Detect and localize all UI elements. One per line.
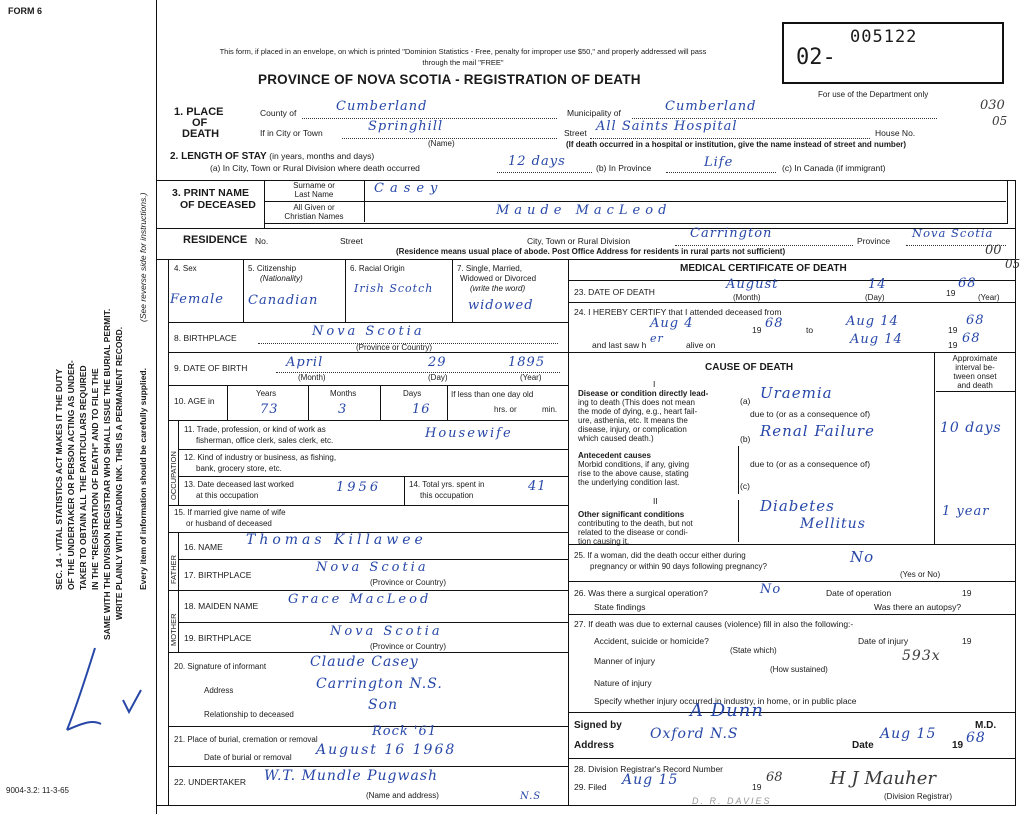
house-no-label: House No. — [875, 128, 916, 138]
birthplace-sub: (Province or Country) — [356, 343, 433, 352]
undertaker-label: 22. UNDERTAKER — [174, 777, 246, 787]
last-saw-label: and last saw h — [592, 340, 647, 350]
age-years-label: Years — [256, 389, 277, 398]
place-label-2: OF — [192, 117, 208, 129]
alive-year-prefix: 19 — [948, 340, 958, 350]
cause-of-death-header: CAUSE OF DEATH — [705, 362, 794, 373]
mother-birthplace-value: Nova Scotia — [330, 624, 443, 639]
state-which-label: (State which) — [730, 646, 777, 655]
other-label-2: contributing to the death, but not — [578, 519, 693, 528]
marital-label-1: 7. Single, Married, — [457, 264, 522, 273]
citizenship-label: 5. Citizenship — [248, 264, 297, 273]
trade-label-1: 11. Trade, profession, or kind of work as — [184, 425, 326, 434]
informant-address-label: Address — [204, 686, 234, 695]
spouse-label-2: or husband of deceased — [186, 519, 272, 528]
certify-from-year-prefix: 19 — [752, 325, 762, 335]
accident-label: Accident, suicide or homicide? — [594, 636, 709, 646]
stay-a-value: 12 days — [508, 154, 566, 169]
other-condition-value-2: Mellitus — [800, 516, 866, 532]
medical-header: MEDICAL CERTIFICATE OF DEATH — [680, 263, 847, 274]
residence-note: (Residence means usual place of abode. Post Office Address for residents in rural parts not sufficient) — [396, 247, 786, 256]
city-value: Springhill — [368, 119, 444, 134]
certify-to-year-prefix: 19 — [948, 325, 958, 335]
signed-by-value: A Dunn — [690, 700, 764, 721]
registrar-stamp: D. R. DAVIES — [692, 796, 772, 806]
stay-label: 2. LENGTH OF STAY (in years, months and days) — [170, 151, 375, 162]
citizenship-value: Canadian — [248, 293, 319, 308]
side-text-6: WRITE PLAINLY WITH UNFADING INK. THIS IS A PERMANENT RECORD. — [114, 326, 124, 620]
due-to-2: due to (or as a consequence of) — [750, 459, 871, 469]
other-label-4: tion causing it. — [578, 537, 630, 546]
injury-date-label: Date of injury — [858, 636, 909, 646]
antecedent-label-2: Morbid conditions, if any, giving — [578, 460, 690, 469]
age-less-day-label: If less than one day old — [451, 390, 534, 399]
certify-from-date: Aug 4 — [650, 316, 694, 331]
cause-a-label: (a) — [740, 396, 751, 406]
form-code: 9004-3.2: 11-3-65 — [6, 786, 70, 795]
residence-no-label: No. — [255, 236, 269, 246]
municipality-label: Municipality of — [567, 108, 621, 118]
death-date-label: 23. DATE OF DEATH — [574, 287, 655, 297]
manner-label: Manner of injury — [594, 656, 655, 666]
immediate-label-4: ure, asthenia, etc. It means the — [578, 416, 688, 425]
name-label-2: OF DECEASED — [180, 199, 256, 211]
surname-label-2: Last Name — [294, 190, 334, 199]
dob-label: 9. DATE OF BIRTH — [174, 363, 248, 373]
dept-code-2: 05 — [992, 114, 1008, 128]
autopsy-label: Was there an autopsy? — [874, 602, 962, 612]
other-label-3: related to the disease or condi- — [578, 528, 688, 537]
burial-date-label: Date of burial or removal — [204, 753, 292, 762]
age-years-value: 73 — [260, 402, 279, 417]
alive-date: Aug 14 — [850, 332, 903, 347]
trade-value: Housewife — [425, 426, 513, 441]
mother-maiden-value: Grace MacLeod — [288, 592, 432, 607]
residence-street-label: Street — [340, 236, 363, 246]
part-1-label: I — [653, 379, 656, 389]
antecedent-label-1: Antecedent causes — [578, 451, 651, 460]
interval-label-2: interval be- — [955, 363, 995, 372]
sex-value: Female — [170, 292, 224, 307]
dept-code-1: 030 — [980, 98, 1005, 113]
given-label-1: All Given or — [293, 203, 335, 212]
total-years-label-1: 14. Total yrs. spent in — [409, 480, 485, 489]
age-days-label: Days — [403, 389, 422, 398]
side-text-2: OF THE UNDERTAKER OR PERSON ACTING AS UNDER- — [66, 360, 76, 590]
immediate-label-2: ing to death (This does not mean — [578, 398, 695, 407]
antecedent-label-4: the underlying condition last. — [578, 478, 680, 487]
q29-label: 29. Filed — [574, 782, 607, 792]
age-months-value: 3 — [338, 402, 348, 417]
q25-label-2: pregnancy or within 90 days following pregnancy? — [590, 562, 767, 571]
other-label-1: Other significant conditions — [578, 510, 685, 519]
how-sustained-label: (How sustained) — [770, 665, 828, 674]
residence-province-value: Nova Scotia — [912, 226, 994, 240]
mother-maiden-label: 18. MAIDEN NAME — [184, 601, 259, 611]
dob-day: 29 — [428, 355, 447, 370]
informant-sig-label: 20. Signature of informant — [174, 662, 267, 671]
manner-value: 593x — [902, 648, 941, 664]
father-name-value: Thomas Killawee — [246, 532, 427, 548]
other-condition-interval: 1 year — [942, 504, 990, 519]
dob-year: 1895 — [508, 355, 546, 370]
spouse-label-1: 15. If married give name of wife — [174, 508, 286, 517]
interval-label-1: Approximate — [952, 354, 998, 363]
mailing-notice: This form, if placed in an envelope, on which is printed "Dominion Statistics - Free, penalty for improper use $50," and properly addressed will pass through the mail "FREE" — [219, 47, 707, 67]
signed-by-label: Signed by — [574, 720, 622, 731]
surname-label-1: Surname or — [293, 181, 335, 190]
filed-year-prefix: 19 — [752, 782, 762, 792]
residence-city-value: Carrington — [690, 226, 773, 241]
given-label-2: Christian Names — [284, 212, 344, 221]
side-text-3: TAKER TO OBTAIN ALL THE PARTICULARS REQUIRED — [78, 365, 88, 590]
industry-label-2: bank, grocery store, etc. — [196, 464, 282, 473]
side-text-instructions: (See reverse side for instructions.) — [138, 192, 148, 322]
burial-place-value: Rock '61 — [372, 724, 438, 739]
certify-label: 24. I HEREBY CERTIFY that I attended deceased from — [574, 307, 782, 317]
injury-year-prefix: 19 — [962, 636, 972, 646]
certifier-address-value: Oxford N.S — [650, 726, 739, 742]
father-birthplace-sub: (Province or Country) — [370, 578, 447, 587]
place-label-3: DEATH — [182, 128, 220, 140]
undertaker-value-2: N.S — [520, 791, 542, 802]
stay-b-value: Life — [704, 155, 734, 170]
registration-number: 005122 — [850, 27, 918, 47]
racial-label: 6. Racial Origin — [350, 264, 405, 273]
father-side-label: FATHER — [169, 554, 178, 584]
death-month: August — [726, 277, 779, 292]
cause-a-value: Uraemia — [760, 384, 833, 402]
informant-relationship-value: Son — [368, 697, 399, 713]
occupation-side-label: OCCUPATION — [169, 451, 178, 500]
age-min-label: min. — [542, 405, 558, 414]
antecedent-label-3: rise to the above cause, stating — [578, 469, 689, 478]
marital-label-3: (write the word) — [470, 284, 526, 293]
other-condition-value: Diabetes — [760, 497, 835, 515]
street-label: Street — [564, 128, 587, 138]
certifier-year: 68 — [966, 730, 986, 746]
department-use-label: For use of the Department only — [818, 90, 929, 99]
last-worked-label-2: at this occupation — [196, 491, 259, 500]
father-name-label: 16. NAME — [184, 542, 223, 552]
certifier-date-value: Aug 15 — [880, 726, 937, 742]
sex-label: 4. Sex — [174, 264, 197, 273]
total-years-value: 41 — [528, 479, 547, 494]
certify-to-date: Aug 14 — [846, 314, 899, 329]
immediate-label-5: disease, injury, or complication — [578, 425, 687, 434]
total-years-label-2: this occupation — [420, 491, 474, 500]
age-days-value: 16 — [412, 402, 431, 417]
specify-label: Specify whether injury occurred in industry, in home, or in public place — [594, 696, 857, 706]
burial-date-value: August 16 1968 — [316, 742, 457, 758]
filed-date-value: Aug 15 — [622, 772, 679, 788]
registration-prefix: 02- — [796, 45, 836, 70]
registrar-label: (Division Registrar) — [884, 792, 953, 801]
industry-label-1: 12. Kind of industry or business, as fishing, — [184, 453, 337, 462]
certify-to-year: 68 — [966, 313, 985, 328]
death-day: 14 — [868, 277, 887, 292]
father-birthplace-label: 17. BIRTHPLACE — [184, 570, 252, 580]
part-2-label: II — [653, 496, 658, 506]
residence-label: RESIDENCE — [183, 234, 248, 246]
given-value: Maude MacLeod — [496, 203, 672, 218]
q28-label: 28. Division Registrar's Record Number — [574, 764, 724, 774]
last-worked-value: 1956 — [336, 480, 382, 495]
residence-city-label: City, Town or Rural Division — [527, 236, 631, 246]
dob-year-label: (Year) — [520, 373, 542, 382]
findings-label: State findings — [594, 602, 646, 612]
county-value: Cumberland — [336, 99, 428, 114]
death-year-prefix: 19 — [946, 288, 956, 298]
registrar-signature: H J Mauher — [830, 768, 936, 789]
surname-value: Casey — [374, 181, 444, 196]
cause-c-label: (c) — [740, 481, 750, 491]
age-hrs-label: hrs. or — [494, 405, 517, 414]
dob-month: April — [286, 355, 324, 370]
marital-value: widowed — [468, 298, 534, 313]
city-label: If in City or Town — [260, 128, 323, 138]
father-birthplace-value: Nova Scotia — [316, 560, 429, 575]
filed-year: 68 — [766, 770, 783, 785]
cause-b-value: Renal Failure — [760, 422, 875, 440]
dept-code-3: 00 — [985, 243, 1002, 258]
death-day-label: (Day) — [865, 293, 885, 302]
racial-value: Irish Scotch — [354, 282, 434, 295]
due-to-1: due to (or as a consequence of) — [750, 409, 871, 419]
dob-month-label: (Month) — [298, 373, 326, 382]
certifier-year-prefix: 19 — [952, 740, 964, 751]
side-text-4: IN THE "REGISTRATION OF DEATH" AND TO FILE THE — [90, 368, 100, 590]
stay-c-label: (c) In Canada (if immigrant) — [782, 163, 886, 173]
death-year-label: (Year) — [978, 293, 1000, 302]
municipality-value: Cumberland — [665, 99, 757, 114]
residence-province-label: Province — [857, 236, 891, 246]
interval-label-3: tween onset — [953, 372, 997, 381]
trade-label-2: fisherman, office clerk, sales clerk, etc. — [196, 436, 334, 445]
citizenship-sublabel: (Nationality) — [260, 274, 303, 283]
q25-label-1: 25. If a woman, did the death occur either during — [574, 551, 746, 560]
form-title: PROVINCE OF NOVA SCOTIA - REGISTRATION OF DEATH — [258, 72, 641, 87]
burial-place-label: 21. Place of burial, cremation or removal — [174, 735, 318, 744]
undertaker-sub: (Name and address) — [366, 791, 439, 800]
nature-label: Nature of injury — [594, 678, 652, 688]
interval-label-4: and death — [957, 381, 993, 390]
city-name-label: (Name) — [428, 139, 455, 148]
q26-label: 26. Was there a surgical operation? — [574, 588, 708, 598]
age-months-label: Months — [330, 389, 357, 398]
operation-year-prefix: 19 — [962, 588, 972, 598]
q25-value: No — [850, 548, 875, 566]
undertaker-value: W.T. Mundle Pugwash — [264, 768, 439, 784]
side-text-1: SEC. 14 - VITAL STATISTICS ACT MAKES IT THE DUTY — [54, 368, 64, 590]
death-month-label: (Month) — [733, 293, 761, 302]
certify-from-year: 68 — [765, 316, 784, 331]
cause-b-interval: 10 days — [940, 420, 1002, 436]
informant-relationship-label: Relationship to deceased — [204, 710, 294, 719]
name-label-1: 3. PRINT NAME — [172, 187, 250, 199]
q26-value: No — [760, 582, 782, 597]
dept-code-4: 05 — [1005, 257, 1021, 271]
mother-birthplace-label: 19. BIRTHPLACE — [184, 633, 252, 643]
birthplace-label: 8. BIRTHPLACE — [174, 333, 237, 343]
q25-yesno-label: (Yes or No) — [900, 570, 941, 579]
mother-side-label: MOTHER — [169, 613, 178, 646]
marital-label-2: Widowed or Divorced — [460, 274, 537, 283]
informant-address-value: Carrington N.S. — [316, 676, 443, 692]
md-label: M.D. — [975, 720, 997, 731]
dob-day-label: (Day) — [428, 373, 448, 382]
stay-b-label: (b) In Province — [596, 163, 652, 173]
immediate-label-1: Disease or condition directly lead- — [578, 389, 709, 398]
birthplace-value: Nova Scotia — [312, 324, 425, 339]
side-text-supplied: Every item of information should be carefully supplied. — [138, 368, 148, 590]
cause-b-label: (b) — [740, 434, 751, 444]
age-label: 10. AGE in — [174, 396, 215, 406]
form-number: FORM 6 — [8, 6, 43, 16]
certify-to-label: to — [806, 325, 814, 335]
operation-date-label: Date of operation — [826, 588, 892, 598]
certifier-date-label: Date — [852, 740, 874, 751]
hospital-note: (If death occurred in a hospital or institution, give the name instead of street and number) — [566, 140, 907, 149]
last-worked-label-1: 13. Date deceased last worked — [184, 480, 294, 489]
death-year: 68 — [958, 276, 977, 291]
last-saw-h: er — [650, 332, 664, 345]
side-check-mark — [55, 640, 145, 740]
county-label: County of — [260, 108, 297, 118]
mother-birthplace-sub: (Province or Country) — [370, 642, 447, 651]
street-value: All Saints Hospital — [596, 119, 738, 134]
certifier-address-label: Address — [574, 740, 615, 751]
place-label-1: 1. PLACE — [174, 106, 224, 118]
immediate-label-6: which caused death.) — [578, 434, 654, 443]
informant-sig-value: Claude Casey — [310, 654, 419, 670]
stay-a-label: (a) In City, Town or Rural Division where death occurred — [210, 163, 420, 173]
side-text-5: SAME WITH THE DIVISION REGISTRAR WHO SHALL ISSUE THE BURIAL PERMIT. — [102, 308, 112, 640]
alive-on-label: alive on — [686, 340, 716, 350]
alive-year: 68 — [962, 331, 981, 346]
q27-label: 27. If death was due to external causes (violence) fill in also the following:- — [574, 619, 854, 629]
immediate-label-3: the mode of dying, e.g., heart fail- — [578, 407, 698, 416]
